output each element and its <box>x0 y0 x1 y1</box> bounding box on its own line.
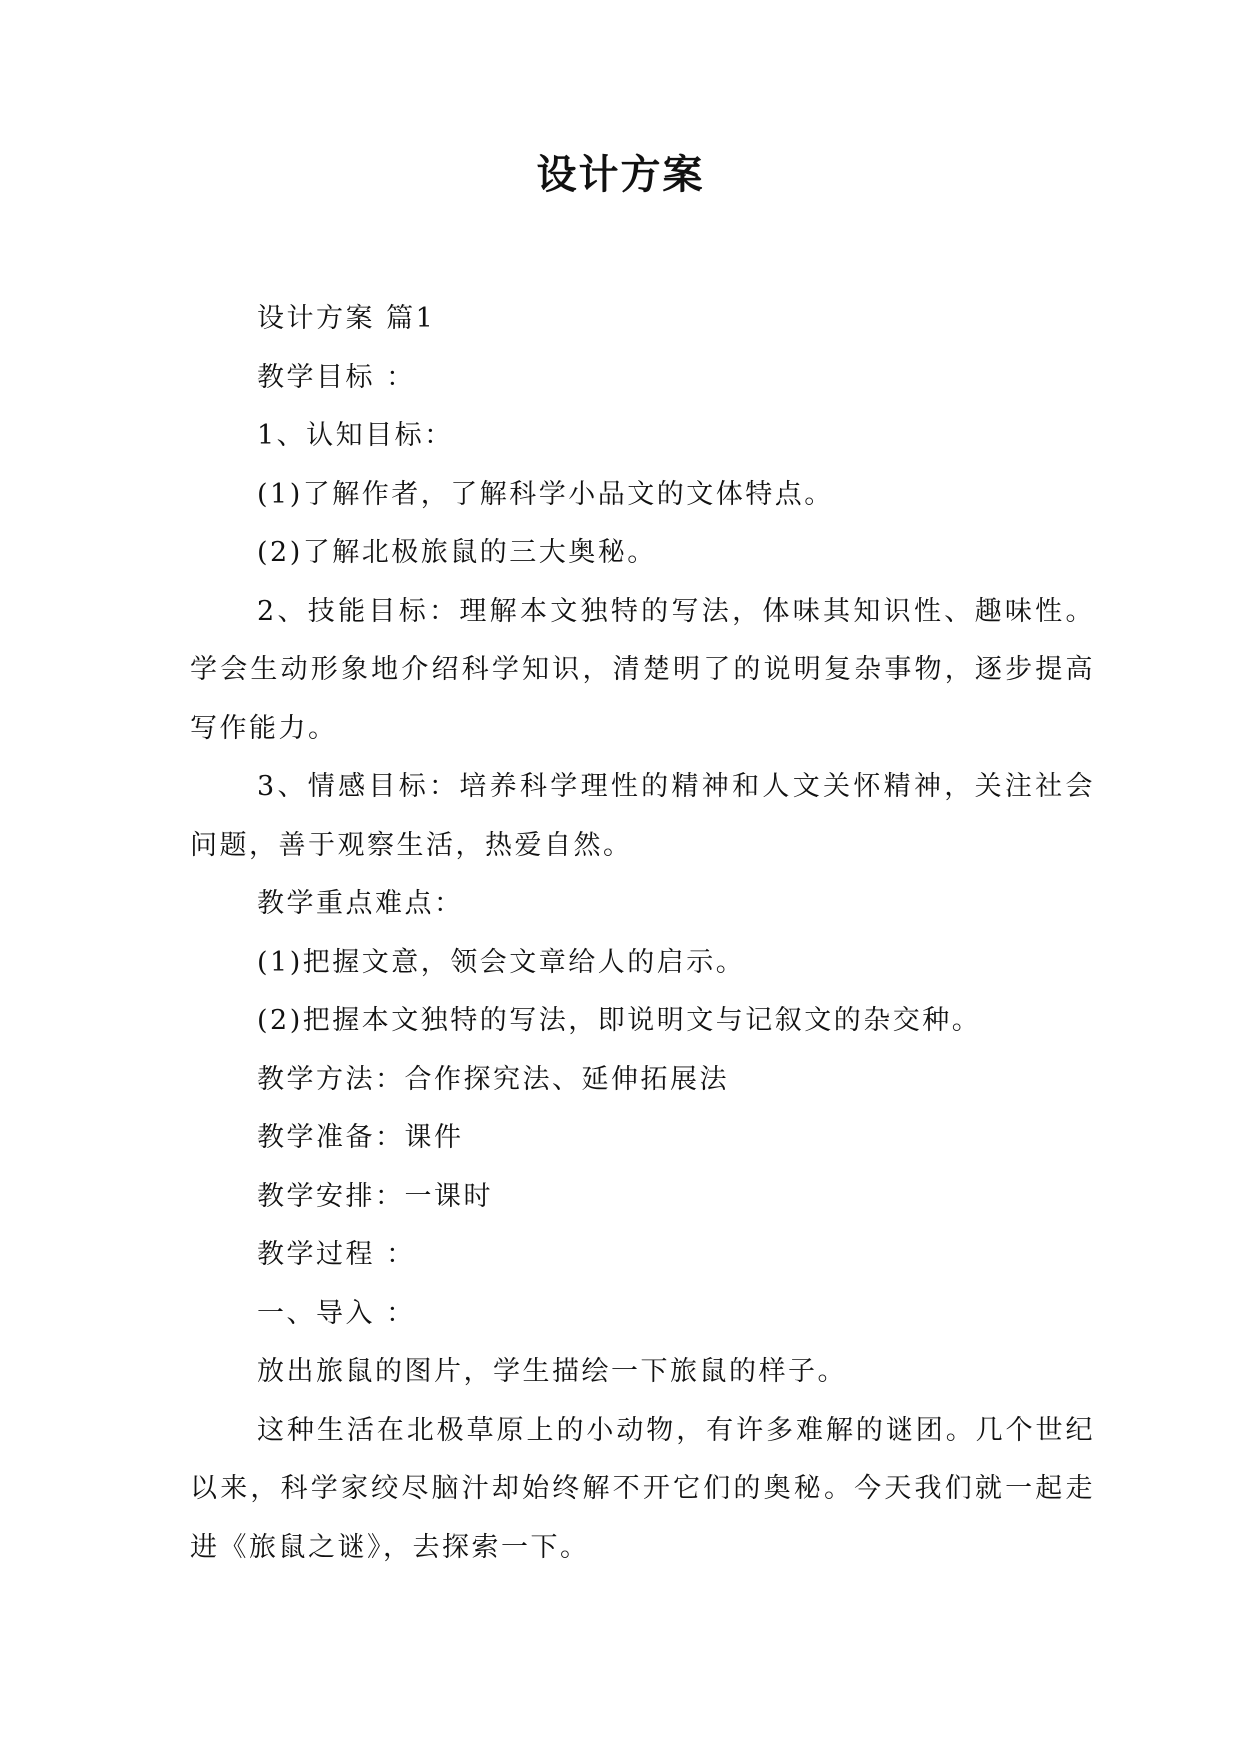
introduction-paragraph: 放出旅鼠的图片，学生描绘一下旅鼠的样子。 <box>257 1356 847 1387</box>
introduction-heading: 一、导入 ： <box>257 1297 416 1329</box>
emotional-objective: 3、情感目标：培养科学理性的精神和人文关怀精神，关注社会问题，善于观察生活，热爱自然。 <box>190 771 1095 861</box>
teaching-method: 教学方法：合作探究法、延伸拓展法 <box>257 1063 729 1095</box>
section-heading: 设计方案 篇1 <box>257 303 436 334</box>
teaching-schedule: 教学安排：一课时 <box>257 1180 493 1212</box>
cognitive-objective: 1、认知目标： <box>257 420 454 451</box>
teaching-preparation: 教学准备：课件 <box>257 1122 464 1153</box>
difficulty-item: (2)把握本文独特的写法，即说明文与记叙文的杂交种。 <box>257 1005 982 1036</box>
skill-objective: 2、技能目标：理解本文独特的写法，体味其知识性、趣味性。学会生动形象地介绍科学知识，清楚明了的说明复杂事物，逐步提高写作能力。 <box>190 595 1095 744</box>
objective-item: (2)了解北极旅鼠的三大奥秘。 <box>257 537 657 568</box>
introduction-paragraph: 这种生活在北极草原上的小动物，有许多难解的谜团。几个世纪以来，科学家绞尽脑汁却始终解不开它们的奥秘。今天我们就一起走进《旅鼠之谜》，去探索一下。 <box>190 1414 1095 1563</box>
key-difficulties-heading: 教学重点难点： <box>257 888 464 919</box>
objective-item: (1)了解作者，了解科学小品文的文体特点。 <box>257 478 834 510</box>
document-title: 设计方案 <box>536 152 705 198</box>
teaching-process-heading: 教学过程 ： <box>257 1239 416 1270</box>
difficulty-item: (1)把握文意，领会文章给人的启示。 <box>257 946 746 978</box>
teaching-objectives-heading: 教学目标 ： <box>257 361 416 393</box>
document-body <box>190 290 1095 1577</box>
